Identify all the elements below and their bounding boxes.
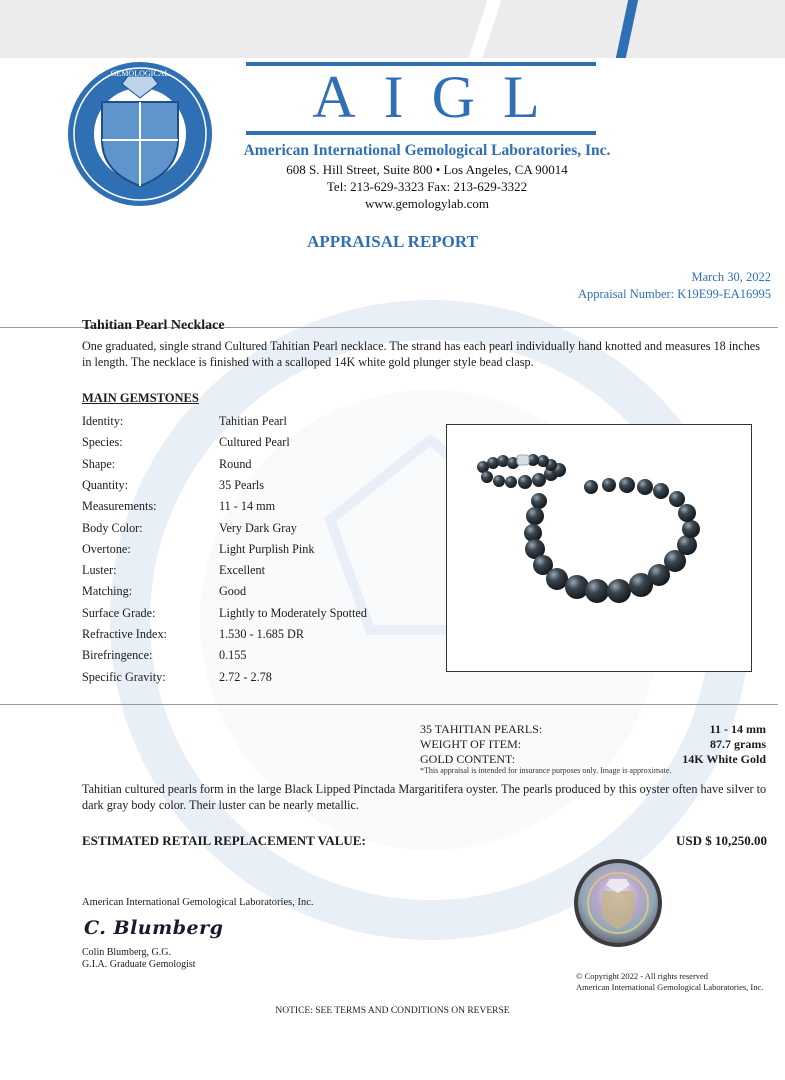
item-title: Tahitian Pearl Necklace [82, 318, 225, 333]
pearl [497, 455, 509, 467]
summary-footnote: *This appraisal is intended for insurance purposes only. Image is approximate. [420, 766, 672, 775]
gemstone-label: Quantity: [82, 477, 129, 492]
hologram-seal-icon [572, 857, 664, 949]
clasp [517, 455, 529, 465]
gemstone-label: Refractive Index: [82, 627, 167, 641]
divider [0, 704, 778, 705]
gemstone-value: 1.530 - 1.685 DR [219, 627, 304, 641]
gemstone-value: 35 Pearls [219, 477, 265, 492]
gemstone-label: Overtone: [82, 541, 131, 556]
gemstone-value: Light Purplish Pink [219, 541, 315, 556]
pearl [607, 579, 631, 603]
gemstone-label: Surface Grade: [82, 605, 156, 620]
section-heading: MAIN GEMSTONES [82, 391, 199, 405]
gemstone-label: Measurements: [82, 499, 157, 514]
signer-credential: G.I.A. Graduate Gemologist [82, 959, 196, 970]
pearl [505, 476, 517, 488]
pearl [584, 480, 598, 494]
pearl [493, 475, 505, 487]
gemstone-value: Good [219, 584, 247, 599]
pearl-necklace-photo [446, 424, 752, 672]
signer-block [82, 947, 196, 971]
pearl [619, 477, 635, 493]
gemstone-label: Specific Gravity: [82, 669, 166, 684]
pearl [637, 479, 653, 495]
pearl [602, 478, 616, 492]
pearl [531, 493, 547, 509]
terms-notice: NOTICE: SEE TERMS AND CONDITIONS ON REVERSE [275, 1006, 510, 1016]
gemstone-label: Luster: [82, 563, 117, 578]
pearl [669, 491, 685, 507]
gemstone-label: Body Color: [82, 520, 143, 535]
gemstone-value: 2.72 - 2.78 [219, 669, 272, 684]
gemstone-value: Very Dark Gray [219, 520, 297, 535]
brand-bar-bottom [246, 131, 596, 135]
gemstone-value: 11 - 14 mm [219, 499, 276, 514]
gemstone-value: 0.155 [219, 648, 247, 663]
pearl [678, 504, 696, 522]
summary-label: 35 TAHITIAN PEARLS: [420, 722, 543, 736]
pearl [677, 535, 697, 555]
summary-label: WEIGHT OF ITEM: [420, 737, 522, 751]
copyright-line-1: © Copyright 2022 - All rights reserved [576, 971, 709, 981]
gemstone-label: Birefringence: [82, 648, 153, 663]
brand-title: AIGL [312, 64, 568, 130]
item-description: One graduated, single strand Cultured Tahitian Pearl necklace. The strand has each pearl individually hand knotted and measures 18 inches in length. The necklace is finished with a scalloped 14K white gold plunger style bead clasp. [82, 339, 760, 369]
gemstone-value: Excellent [219, 563, 266, 578]
pearl [682, 520, 700, 538]
pearl [546, 568, 568, 590]
summary-row [420, 736, 766, 752]
valuation-amount: USD $ 10,250.00 [675, 833, 767, 848]
website: www.gemologylab.com [364, 196, 490, 211]
pearl [526, 507, 544, 525]
gemstone-value: Cultured Pearl [219, 435, 290, 450]
gemstone-value: Tahitian Pearl [219, 414, 287, 428]
pearl [487, 457, 499, 469]
report-date: March 30, 2022 [691, 270, 771, 284]
gemstone-label: Shape: [82, 456, 116, 471]
svg-text:GEMOLOGICAL: GEMOLOGICAL [110, 69, 170, 78]
summary-row [420, 721, 766, 737]
pearl [532, 473, 546, 487]
pearl [653, 483, 669, 499]
gemstone-label: Matching: [82, 584, 133, 599]
copyright [576, 971, 763, 993]
signer-lab: American International Gemological Laboratories, Inc. [82, 897, 314, 908]
summary-value: 87.7 grams [710, 737, 766, 751]
pearl [565, 575, 589, 599]
aigl-seal-icon [66, 60, 214, 208]
gemstone-value: Lightly to Moderately Spotted [219, 605, 367, 620]
gemstone-label: Identity: [82, 414, 124, 428]
valuation-label: ESTIMATED RETAIL REPLACEMENT VALUE: [82, 833, 366, 848]
top-band [0, 0, 785, 58]
summary-value: 14K White Gold [682, 752, 766, 766]
phone-fax: Tel: 213-629-3323 Fax: 213-629-3322 [326, 179, 528, 194]
organization-name: American International Gemological Laboratories, Inc. [243, 142, 611, 159]
gemstone-value: Round [219, 456, 252, 471]
pearl [585, 579, 609, 603]
summary-value: 11 - 14 mm [709, 722, 766, 736]
copyright-line-2: American International Gemological Laboratories, Inc. [576, 982, 764, 992]
signer-name: Colin Blumberg, G.G. [82, 947, 171, 958]
pearl-necklace-image [447, 425, 751, 671]
gemstone-label: Species: [82, 435, 123, 450]
pearl-note: Tahitian cultured pearls form in the large Black Lipped Pinctada Margaritifera oyster. The pearls produced by this oyster often have silver to dark gray body color. Their luster can be nearly metallic. [82, 782, 767, 812]
summary-label: GOLD CONTENT: [420, 752, 516, 766]
summary-row [420, 751, 766, 767]
address: 608 S. Hill Street, Suite 800 • Los Angeles, CA 90014 [286, 162, 568, 177]
report-title: APPRAISAL REPORT [307, 232, 478, 251]
appraisal-number: Appraisal Number: K19E99-EA16995 [577, 287, 771, 301]
signature: C. Blumberg [84, 917, 224, 939]
pearl [518, 475, 532, 489]
pearl [481, 471, 493, 483]
